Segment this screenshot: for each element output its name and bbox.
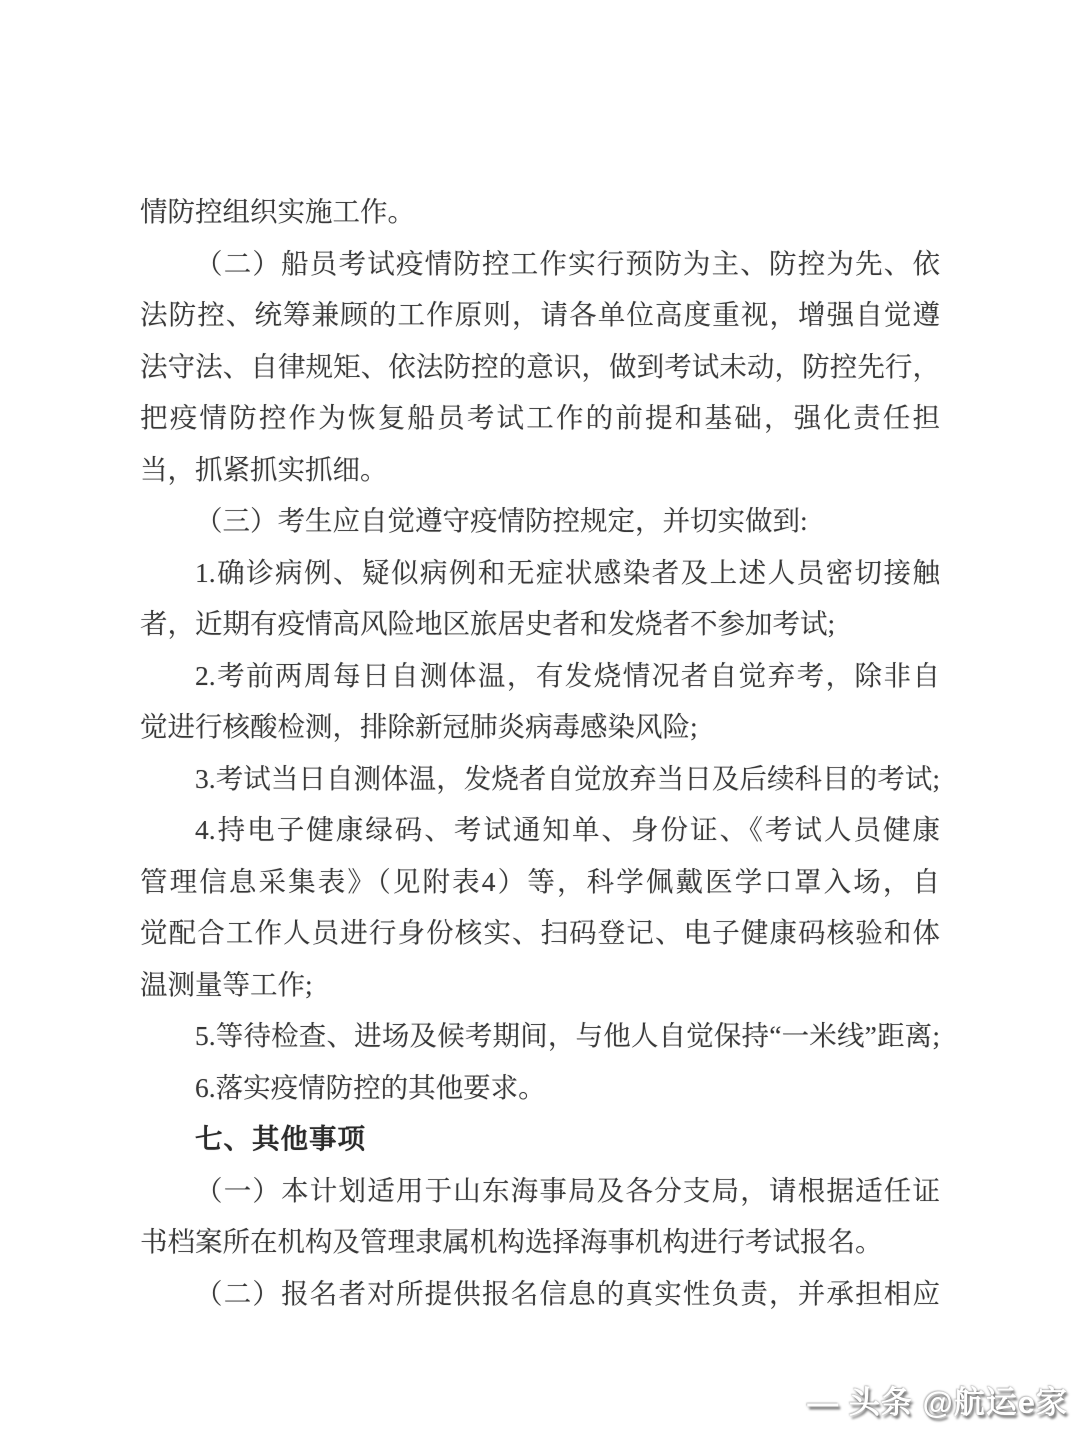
text-line: （一）本计划适用于山东海事局及各分支局，请根据适任证 — [195, 1174, 940, 1206]
text-line: 当，抓紧抓实抓细。 — [140, 453, 388, 485]
text-line: 4.持电子健康绿码、考试通知单、身份证、《考试人员健康 — [195, 814, 940, 845]
paragraph — [140, 547, 940, 650]
text-line: 把疫情防控作为恢复船员考试工作的前提和基础，强化责任担 — [140, 402, 940, 433]
text-line: 觉进行核酸检测，排除新冠肺炎病毒感染风险; — [140, 711, 698, 742]
paragraph — [140, 238, 940, 496]
paragraph — [140, 804, 940, 1010]
paragraph — [140, 650, 940, 753]
paragraph — [140, 495, 940, 547]
text-line: 书档案所在机构及管理隶属机构选择海事机构进行考试报名。 — [140, 1226, 883, 1257]
text-line: 法防控、统筹兼顾的工作原则，请各单位高度重视，增强自觉遵 — [140, 299, 940, 330]
text-line: 七、其他事项 — [195, 1123, 366, 1154]
text-line: （二）报名者对所提供报名信息的真实性负责，并承担相应 — [195, 1277, 940, 1309]
text-line: 情防控组织实施工作。 — [140, 196, 415, 227]
text-line: （三）考生应自觉遵守疫情防控规定，并切实做到: — [195, 505, 808, 536]
text-line: 2.考前两周每日自测体温，有发烧情况者自觉弃考，除非自 — [195, 659, 940, 691]
paragraph — [140, 1268, 940, 1320]
text-line: 3.考试当日自测体温，发烧者自觉放弃当日及后续科目的考试; — [195, 762, 940, 794]
text-line: 1.确诊病例、疑似病例和无症状感染者及上述人员密切接触 — [195, 556, 940, 588]
section-heading — [140, 1113, 940, 1165]
paragraph — [140, 1010, 940, 1062]
text-line: （二）船员考试疫情防控工作实行预防为主、防控为先、依 — [195, 247, 940, 279]
text-line: 法守法、自律规矩、依法防控的意识，做到考试未动，防控先行， — [140, 350, 940, 382]
paragraph — [140, 1062, 940, 1114]
text-line: 5.等待检查、进场及候考期间，与他人自觉保持“一米线”距离; — [195, 1020, 940, 1051]
text-line: 觉配合工作人员进行身份核实、扫码登记、电子健康码核验和体 — [140, 917, 940, 948]
paragraph — [140, 753, 940, 805]
paragraph — [140, 186, 940, 238]
toutiao-watermark: — 头条 @航运e家 — [807, 1385, 1068, 1420]
text-line: 6.落实疫情防控的其他要求。 — [195, 1071, 546, 1103]
text-line: 管理信息采集表》（见附表4）等，科学佩戴医学口罩入场，自 — [140, 865, 940, 897]
document-body — [140, 186, 940, 1319]
text-line: 者，近期有疫情高风险地区旅居史者和发烧者不参加考试; — [140, 608, 836, 639]
paragraph — [140, 1165, 940, 1268]
text-line: 温测量等工作; — [140, 968, 313, 1000]
